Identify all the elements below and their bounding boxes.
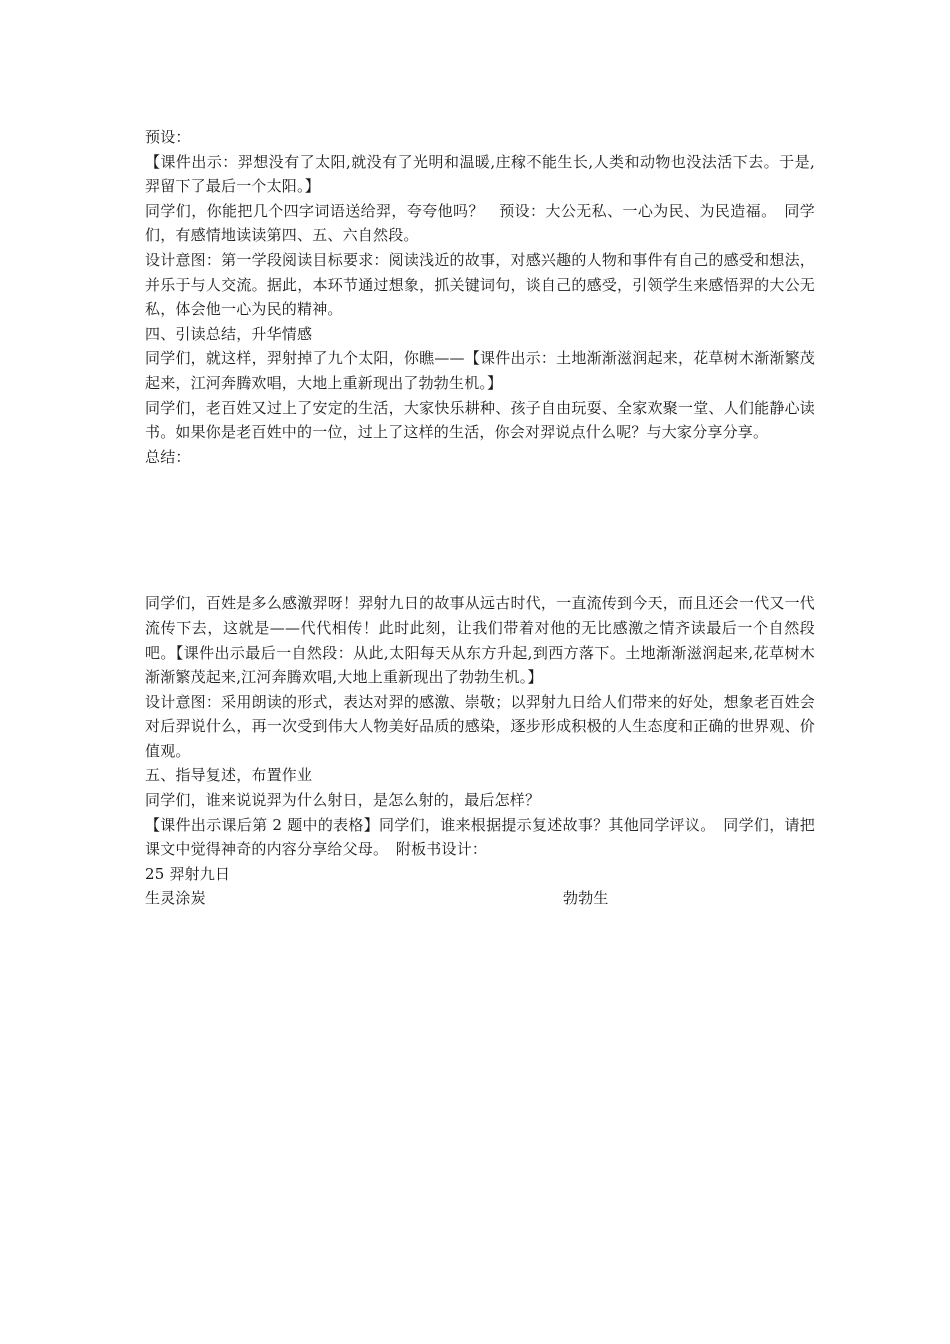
paragraph-retell-question: 同学们，谁来说说羿为什么射日，是怎么射的，最后怎样？ bbox=[145, 791, 541, 810]
blank-gap bbox=[145, 469, 815, 591]
board-right-text: 勃勃生 bbox=[563, 889, 609, 908]
paragraph-design-intent-2: 设计意图：采用朗读的形式，表达对羿的感激、崇敬；以羿射九日给人们带来的好处，想象老百姓会对后羿说什么，再一次受到伟大人物美好品质的感染，逐步形成积极的人生态度和正确的世界观、价值观。 bbox=[145, 692, 815, 760]
section-heading-five: 五、指导复述，布置作业 bbox=[145, 766, 313, 785]
paragraph-four-char-words: 同学们，你能把几个四字词语送给羿，夸夸他吗？ 预设：大公无私、一心为民、为民造福。 同学们，有感情地读读第四、五、六自然段。 bbox=[145, 201, 815, 245]
paragraph-gratitude: 同学们，百姓是多么感激羿呀！羿射九日的故事从远古时代，一直流传到今天，而且还会一代又一代流传下去，这就是——代代相传！此时此刻，让我们带着对他的无比感激之情齐读最后一个自然段吧。【课件出示最后一自然段：从此,太阳每天从东方升起,到西方落下。土地渐渐滋润起来,花草树木渐渐繁茂起来,江河奔腾欢唱,大地上重新现出了勃勃生机。】 bbox=[145, 594, 815, 687]
paragraph-design-intent-1: 设计意图：第一学段阅读目标要求：阅读浅近的故事，对感兴趣的人物和事件有自己的感受和想法，并乐于与人交流。据此，本环节通过想象，抓关键词句，谈自己的感受，引领学生来感悟羿的大公无私，体会他一心为民的精神。 bbox=[145, 250, 815, 319]
section-heading-four: 四、引读总结，升华情感 bbox=[145, 324, 313, 343]
paragraph-summary-label: 总结： bbox=[145, 447, 191, 466]
board-row bbox=[145, 886, 815, 911]
document-body bbox=[145, 125, 815, 911]
paragraph-courseware-3: 【课件出示课后第 2 题中的表格】同学们，谁来根据提示复述故事？其他同学评议。 同学们，请把课文中觉得神奇的内容分享给父母。 附板书设计： bbox=[145, 815, 815, 859]
paragraph-courseware-1: 【课件出示：羿想没有了太阳,就没有了光明和温暖,庄稼不能生长,人类和动物也没法活下去。于是,羿留下了最后一个太阳。】 bbox=[145, 152, 815, 196]
paragraph-common-people: 同学们，老百姓又过上了安定的生活，大家快乐耕种、孩子自由玩耍、全家欢聚一堂、人们能静心读书。如果你是老百姓中的一位，过上了这样的生活，你会对羿说点什么呢？与大家分享分享。 bbox=[145, 398, 815, 442]
board-left-text: 生灵涂炭 bbox=[145, 889, 206, 908]
paragraph-courseware-2: 同学们，就这样，羿射掉了九个太阳，你瞧——【课件出示：土地渐渐滋润起来，花草树木渐渐繁茂起来，江河奔腾欢唱，大地上重新现出了勃勃生机。】 bbox=[145, 349, 815, 392]
paragraph-preset-label: 预设： bbox=[145, 128, 191, 146]
board-title: 25 羿射九日 bbox=[145, 864, 231, 883]
